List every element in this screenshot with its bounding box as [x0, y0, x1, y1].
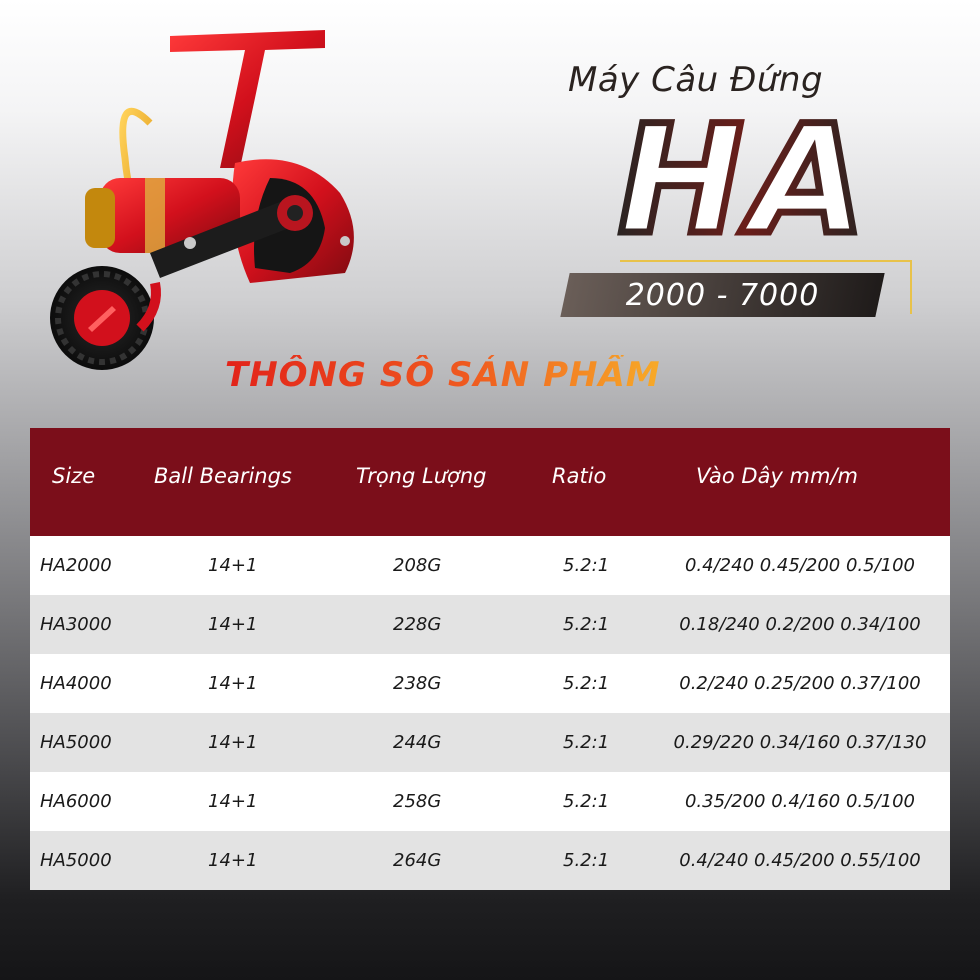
table-row: [30, 595, 950, 654]
cell-ratio: 5.2:1: [563, 850, 610, 871]
cell-size: HA5000: [40, 850, 112, 871]
header-ratio: Ratio: [552, 464, 607, 488]
cell-weight: 244G: [393, 732, 442, 753]
cell-bearings: 14+1: [208, 850, 258, 871]
cell-bearings: 14+1: [208, 614, 258, 635]
cell-ratio: 5.2:1: [563, 555, 610, 576]
cell-weight: 238G: [393, 673, 442, 694]
cell-bearings: 14+1: [208, 673, 258, 694]
cell-line: 0.2/240 0.25/200 0.37/100: [679, 673, 921, 694]
table-header: [30, 428, 950, 536]
cell-bearings: 14+1: [208, 732, 258, 753]
table-row: [30, 772, 950, 831]
product-subtitle: Máy Câu Đứng: [568, 60, 824, 100]
table-row: [30, 713, 950, 772]
header-line-capacity: Vào Dây mm/m: [696, 464, 859, 488]
cell-ratio: 5.2:1: [563, 673, 610, 694]
cell-line: 0.18/240 0.2/200 0.34/100: [679, 614, 921, 635]
fishing-reel-image: [40, 28, 380, 388]
table-row: [30, 831, 950, 890]
cell-size: HA3000: [40, 614, 112, 635]
cell-bearings: 14+1: [208, 791, 258, 812]
cell-size: HA2000: [40, 555, 112, 576]
cell-ratio: 5.2:1: [563, 732, 610, 753]
cell-weight: 264G: [393, 850, 442, 871]
header-ball-bearings: Ball Bearings: [154, 464, 292, 488]
cell-line: 0.35/200 0.4/160 0.5/100: [684, 791, 916, 812]
table-row: [30, 536, 950, 595]
specs-heading: THÔNG SỐ SẢN PHẨM: [225, 355, 765, 395]
cell-line: 0.4/240 0.45/200 0.55/100: [679, 850, 921, 871]
table-row: [30, 654, 950, 713]
model-logo: [570, 110, 920, 260]
cell-weight: 208G: [393, 555, 442, 576]
specs-table: [30, 428, 950, 890]
cell-line: 0.29/220 0.34/160 0.37/130: [673, 732, 927, 753]
cell-ratio: 5.2:1: [563, 791, 610, 812]
header-size: Size: [52, 464, 96, 488]
cell-size: HA4000: [40, 673, 112, 694]
size-range: 2000 - 7000: [625, 277, 820, 313]
header-weight: Trọng Lượng: [356, 464, 487, 488]
cell-bearings: 14+1: [208, 555, 258, 576]
cell-line: 0.4/240 0.45/200 0.5/100: [684, 555, 916, 576]
cell-weight: 258G: [393, 791, 442, 812]
cell-ratio: 5.2:1: [563, 614, 610, 635]
cell-size: HA5000: [40, 732, 112, 753]
model-name: HA: [618, 110, 872, 260]
cell-weight: 228G: [393, 614, 442, 635]
cell-size: HA6000: [40, 791, 112, 812]
